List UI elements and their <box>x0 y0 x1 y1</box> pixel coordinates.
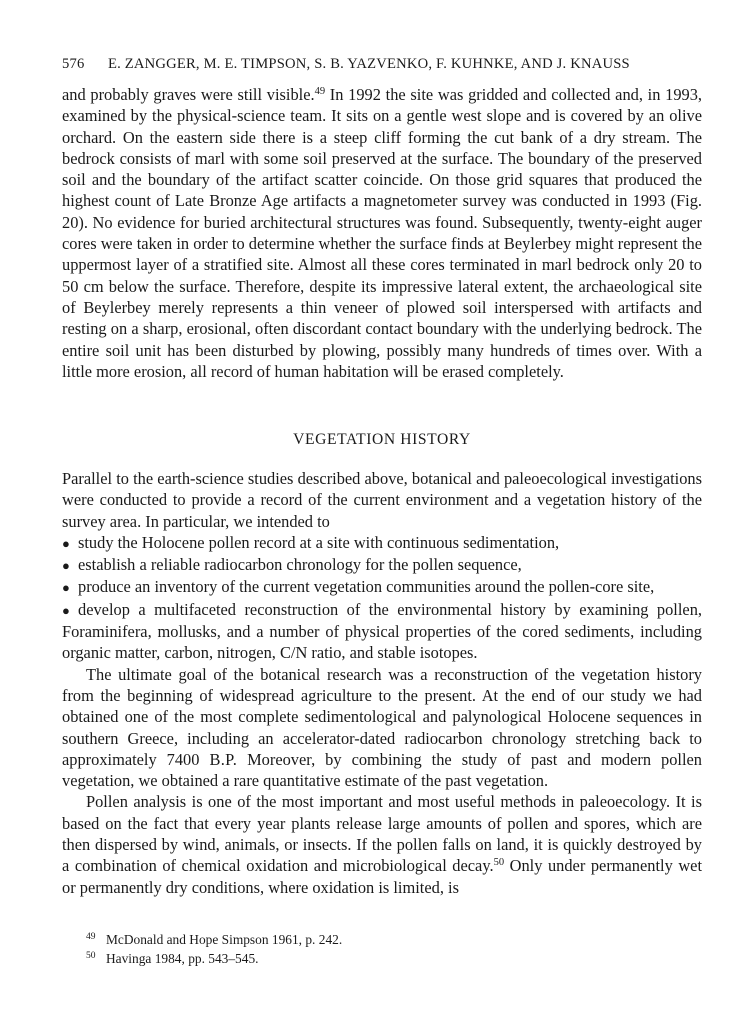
para2-intro: Parallel to the earth-science studies described above, botanical and paleoecological investigations were conducted to provide a record of the current environment and a vegetation history of the survey area. In particular, we intended to <box>62 469 702 531</box>
list-item-text: develop a multifaceted reconstruction of the environmental history by examining pollen, Foraminifera, mollusks, and a number of physical properties of the cored sediments, including organic matter, carbon, nitrogen, C/N ratio, and stable isotopes. <box>62 599 702 663</box>
list-item <box>62 599 702 664</box>
footnote-49 <box>86 930 686 949</box>
footnote-ref-49[interactable]: 49 <box>314 86 326 97</box>
footnote-number: 50 <box>86 951 96 961</box>
footnote-ref-50[interactable]: 50 <box>493 857 505 869</box>
bullet-icon: ● <box>62 580 70 596</box>
footnote-50 <box>86 949 686 968</box>
bp-abbrev: B.P. <box>209 749 238 769</box>
para1-text-a: and probably graves were still visible. <box>62 85 315 104</box>
bullet-icon: ● <box>62 602 70 618</box>
footnote-text: Havinga 1984, pp. 543–545. <box>106 951 259 966</box>
para4-text-b: Only under permanently wet or permanently dry conditions, where oxidation is limited, is <box>62 856 702 897</box>
para4-text-a: Pollen analysis is one of the most important and most useful methods in paleoecology. It is based on the fact that every year plants release large amounts of pollen and spores, which are then dispersed by wind, animals, or insects. If the pollen falls on land, it is quickly destroyed by a combination of chemical oxidation and microbiological decay. <box>62 792 702 876</box>
footnotes <box>86 930 686 968</box>
list-item-text: establish a reliable radiocarbon chronology for the pollen sequence, <box>78 555 522 575</box>
para3-text-a: The ultimate goal of the botanical research was a reconstruction of the vegetation history from the beginning of widespread agriculture to the present. At the end of our study we had obtained one of the most complete sedimentological and palynological Holocene sequences in southern Greece, including an accelerator-dated radiocarbon chronology stretching back to approximately 7400 <box>62 664 702 769</box>
page-number: 576 <box>62 56 85 72</box>
bullet-icon: ● <box>62 558 70 574</box>
section-heading: VEGETATION HISTORY <box>293 431 471 448</box>
list-item <box>62 554 702 576</box>
list-item-text: produce an inventory of the current vegetation communities around the pollen-core site, <box>78 577 655 597</box>
list-item <box>62 532 702 554</box>
footnote-text: McDonald and Hope Simpson 1961, p. 242. <box>106 932 343 947</box>
paragraph-pollen-analysis <box>62 791 702 897</box>
bullet-icon: ● <box>62 535 70 551</box>
paragraph-botanical-goal <box>62 664 702 792</box>
vegetation-section-body <box>62 468 702 898</box>
list-item-text: study the Holocene pollen record at a site with continuous sedimentation, <box>78 532 560 552</box>
header-authors: E. ZANGGER, M. E. TIMPSON, S. B. YAZVENKO, F. KUHNKE, AND J. KNAUSS <box>108 56 630 72</box>
paragraph-beylerbey <box>62 84 702 382</box>
list-item <box>62 576 702 598</box>
running-header <box>62 56 702 73</box>
para1-text-b: In 1992 the site was gridded and collected and, in 1993, examined by the physical-science team. It sits on a gentle west slope and is covered by an olive orchard. On the eastern side there is a steep cliff forming the cut bank of a dry stream. The bedrock consists of marl with some soil preserved at the surface. The boundary of the preserved soil and the boundary of the artifact scatter coincide. On those grid squares that produced the highest count of Late Bronze Age artifacts a magnetometer survey was conducted in 1993 (Fig. 20). No evidence for buried architectural structures was found. Subsequently, twenty-eight auger cores were taken in order to determine whether the surface finds at Beylerbey might represent the uppermost layer of a stratified site. Almost all these cores terminated in marl bedrock only 20 to 50 cm below the surface. Therefore, despite its impressive lateral extent, the archaeological site of Beylerbey merely represents a thin veneer of plowed soil interspersed with artifacts and resting on a sharp, erosional, often discordant contact boundary with the underlying bedrock. The entire soil unit has been disturbed by plowing, possibly many hundreds of times over. With a little more erosion, all record of human habitation will be erased completely. <box>62 85 702 381</box>
footnote-number: 49 <box>86 932 96 942</box>
objectives-list <box>62 532 702 664</box>
para3-text-b: Moreover, by combining the study of past and modern pollen vegetation, we obtained a rare quantitative estimate of the past vegetation. <box>62 749 702 791</box>
